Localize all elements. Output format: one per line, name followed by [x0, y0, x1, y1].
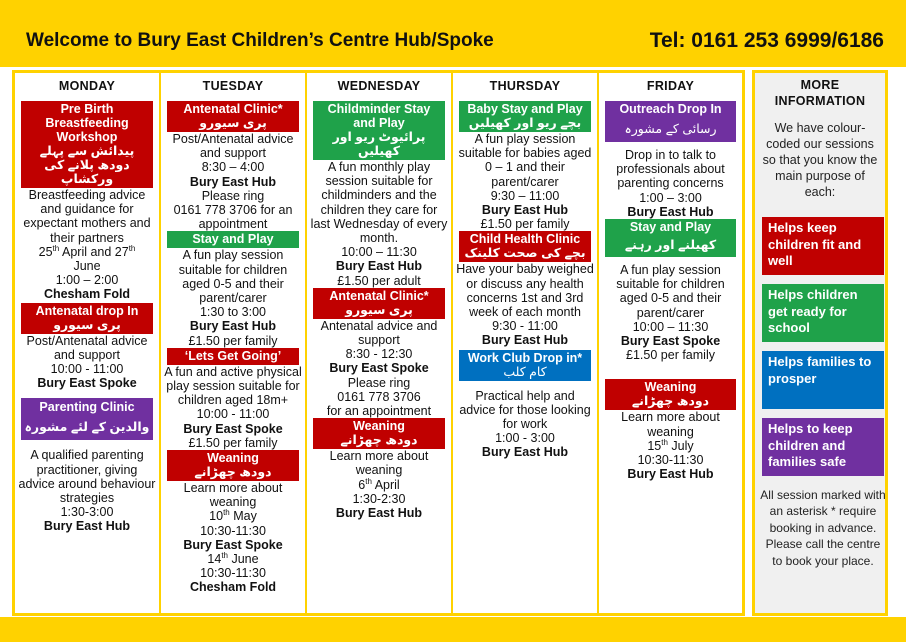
date-suffix: th	[128, 243, 136, 253]
column-tuesday	[161, 73, 307, 613]
session-time: 10:00 – 11:30	[632, 319, 709, 334]
page-title: Welcome to Bury East Children’s Centre Hub/Spoke	[26, 30, 494, 51]
session-time: 9:30 - 11:00	[492, 319, 558, 334]
session-title	[459, 231, 591, 262]
session-venue: Bury East Hub	[189, 319, 277, 334]
session-title-urdu: دودھ چھڑانے	[194, 465, 272, 480]
session-venue: Bury East Hub	[43, 519, 131, 534]
session-title-text: Child Health Clinic	[469, 232, 581, 247]
date-text: June	[227, 552, 259, 567]
session-title-text: Childminder Stay and Play	[327, 102, 431, 130]
column-thursday	[453, 73, 599, 613]
day-heading: WEDNESDAY	[337, 79, 421, 93]
booking-text: Please ring	[201, 188, 265, 203]
session-venue: Bury East Hub	[189, 174, 277, 189]
booking-text: Please ring	[347, 375, 411, 390]
session-date	[161, 509, 305, 523]
session-venue: Bury East Hub	[335, 506, 423, 521]
date-number: 10	[209, 509, 224, 524]
session-time: 1:30 to 3:00	[199, 305, 267, 320]
session-title-text: Baby Stay and Play	[467, 102, 583, 116]
session-venue: Bury East Hub	[481, 333, 569, 348]
session-date	[307, 478, 451, 492]
date-suffix: th	[52, 243, 60, 253]
session-title	[167, 101, 299, 132]
legend-red: Helps keep children fit and well	[762, 217, 884, 275]
session-description: Have your baby weighed or discuss any health concerns 1st and 3rd week of each month	[456, 262, 594, 320]
session-description: A qualified parenting practitioner, giving advice around behaviour strategies	[18, 448, 156, 506]
info-intro: We have colour-coded our sessions so that you know the main purpose of each:	[762, 121, 878, 199]
session-time: 10:00 - 11:00	[196, 407, 270, 422]
date-suffix: th	[221, 550, 228, 560]
session-title	[605, 379, 736, 410]
session-title-text: Parenting Clinic	[39, 400, 135, 415]
session-time: 10:30-11:30	[200, 523, 266, 538]
session-title	[21, 398, 153, 440]
info-title: MORE INFORMATION	[774, 78, 866, 108]
session-description: Learn more about weaning	[621, 410, 720, 439]
session-title-text: Antenatal drop In	[35, 303, 139, 318]
column-friday	[599, 73, 742, 613]
legend-green: Helps children get ready for school	[762, 284, 884, 342]
session-description: Practical help and advice for those looking for work	[459, 388, 591, 432]
booking-phone: 0161 778 3706 for an appointment	[173, 203, 293, 232]
session-venue: Bury East Hub	[627, 204, 714, 219]
date-number: 14	[207, 552, 222, 567]
session-title	[313, 418, 445, 449]
session-title-urdu: پیدائش سے پہلے دودھ پلانے کی ورکشاپ	[39, 144, 135, 186]
session-price: £1.50 per family	[188, 435, 278, 450]
session-title	[605, 219, 736, 257]
date-suffix: th	[661, 437, 668, 447]
session-title-text: Stay and Play	[629, 220, 712, 235]
booking-note: All session marked with an asterisk * require booking in advance. Please call the centre to book your place.	[760, 488, 886, 568]
session-time: 1:00 – 3:00	[639, 190, 702, 205]
session-title-urdu: کام کلب	[503, 364, 547, 379]
session-title	[313, 101, 445, 160]
session-title-urdu: کھیلنے اور رہنے	[624, 238, 717, 253]
session-title-urdu: پری سیورو	[199, 116, 267, 130]
session-title-urdu: بچے کی صحت کلینک	[464, 246, 586, 261]
session-date	[161, 552, 305, 566]
session-title	[313, 288, 445, 319]
day-heading: MONDAY	[58, 79, 116, 93]
session-price: £1.50 per adult	[337, 273, 421, 288]
session-title-text: Work Club Drop in*	[467, 350, 583, 365]
session-title	[167, 450, 299, 481]
session-title	[459, 101, 591, 132]
session-title-text: Pre Birth Breastfeeding Workshop	[45, 102, 129, 144]
session-title	[21, 101, 153, 188]
session-title-text: Antenatal Clinic*	[329, 288, 429, 303]
session-description: Learn more about weaning	[183, 481, 283, 510]
session-time: 8:30 - 12:30	[345, 347, 413, 362]
date-number: 15	[647, 438, 662, 453]
footer-bar	[0, 617, 906, 642]
session-title-urdu: دودھ چھڑانے	[631, 394, 710, 409]
session-description: Breastfeeding advice and guidance for expectant mothers and their partners	[23, 188, 151, 245]
session-description: A fun and active physical play session suitable for children aged 18m+	[164, 364, 302, 408]
session-time: 1:30-2:30	[352, 491, 406, 506]
header-divider	[0, 62, 906, 67]
day-heading: THURSDAY	[489, 79, 561, 93]
legend-purple: Helps to keep children and families safe	[762, 418, 884, 476]
session-title-urdu: پری سیورو	[345, 302, 413, 317]
booking-text: for an appointment	[326, 404, 432, 419]
session-title-urdu: پری سیورو	[53, 317, 121, 332]
session-description: Drop in to talk to professionals about parenting concerns	[616, 148, 725, 191]
session-title-text: Weaning	[353, 419, 405, 434]
day-heading: TUESDAY	[202, 79, 264, 93]
session-venue: Chesham Fold	[43, 287, 131, 302]
session-title-text: Weaning	[207, 451, 259, 466]
session-title	[605, 101, 736, 142]
session-description: Post/Antenatal advice and support	[172, 132, 294, 161]
session-time: 9:30 – 11:00	[490, 188, 560, 203]
session-title-urdu: دودھ چھڑانے	[340, 433, 418, 448]
session-description: Antenatal advice and support	[320, 318, 438, 348]
session-title-text: Weaning	[644, 380, 697, 395]
session-title-text: Outreach Drop In	[619, 102, 722, 116]
session-venue: Bury East Hub	[627, 467, 714, 482]
session-time: 1:30-3:00	[60, 505, 114, 520]
session-title-text: Stay and Play	[192, 232, 274, 247]
session-price: £1.50 per family	[480, 217, 570, 232]
session-venue: Bury East Spoke	[183, 537, 283, 552]
session-venue: Bury East Hub	[481, 203, 569, 218]
phone-number: Tel: 0161 253 6999/6186	[649, 29, 884, 52]
date-number: 6	[358, 477, 366, 492]
session-title	[167, 348, 299, 365]
date-suffix: th	[365, 476, 372, 486]
session-title	[459, 350, 591, 381]
session-date	[599, 439, 742, 453]
booking-phone: 0161 778 3706	[337, 389, 421, 404]
session-venue: Bury East Spoke	[329, 361, 429, 376]
session-description: A fun monthly play session suitable for childminders and the children they care for last Wednesday of every month.	[310, 160, 448, 246]
date-text: April and 27	[59, 244, 129, 259]
date-text: July	[667, 438, 694, 453]
date-text: May	[229, 509, 257, 524]
session-time: 1:00 – 2:00	[55, 273, 119, 288]
session-title-urdu: بچے ریو اور کھیلیں	[468, 116, 582, 130]
session-price: £1.50 per family	[626, 348, 715, 363]
session-title	[21, 303, 153, 334]
session-time: 10:30-11:30	[200, 566, 266, 581]
info-panel	[752, 70, 888, 616]
column-monday	[15, 73, 161, 613]
session-title-urdu: پرائیوٹ ریو اور کھیلیں	[332, 130, 426, 158]
session-venue: Chesham Fold	[189, 580, 277, 595]
session-description: A fun play session suitable for babies aged 0 – 1 and their parent/carer	[458, 132, 592, 189]
session-venue: Bury East Spoke	[183, 421, 283, 436]
session-title-text: ‘Lets Get Going’	[184, 348, 282, 363]
session-time: 10:30-11:30	[637, 453, 704, 468]
session-time: 8:30 – 4:00	[201, 160, 265, 175]
session-venue: Bury East Spoke	[37, 376, 137, 391]
timetable	[12, 70, 745, 616]
session-time: 1:00 - 3:00	[495, 431, 555, 446]
date-number: 25	[38, 244, 53, 259]
session-venue: Bury East Hub	[335, 259, 423, 274]
legend-blue: Helps families to prosper	[762, 351, 884, 409]
column-wednesday	[307, 73, 453, 613]
session-description: Learn more about weaning	[329, 449, 429, 478]
date-text: June	[73, 259, 101, 274]
session-title	[167, 231, 299, 248]
session-title-text: Antenatal Clinic*	[183, 102, 283, 116]
session-description: Post/Antenatal advice and support	[26, 333, 148, 362]
session-dates	[15, 245, 159, 273]
session-time: 10:00 - 11:00	[50, 362, 124, 377]
session-title-urdu: والدین کے لئے مشورہ	[24, 420, 150, 435]
header-bar	[0, 0, 906, 62]
session-venue: Bury East Hub	[481, 445, 569, 460]
session-venue: Bury East Spoke	[620, 334, 721, 349]
day-heading: FRIDAY	[646, 79, 695, 93]
session-description: A fun play session suitable for children aged 0-5 and their parent/carer	[616, 263, 725, 320]
session-description: A fun play session suitable for children aged 0-5 and their parent/carer	[178, 248, 288, 306]
session-price: £1.50 per family	[188, 333, 278, 348]
session-title-urdu: رسائی کے مشورہ	[624, 122, 717, 136]
date-suffix: th	[223, 508, 230, 518]
date-text: April	[371, 477, 400, 492]
session-time: 10:00 – 11:30	[341, 245, 417, 260]
